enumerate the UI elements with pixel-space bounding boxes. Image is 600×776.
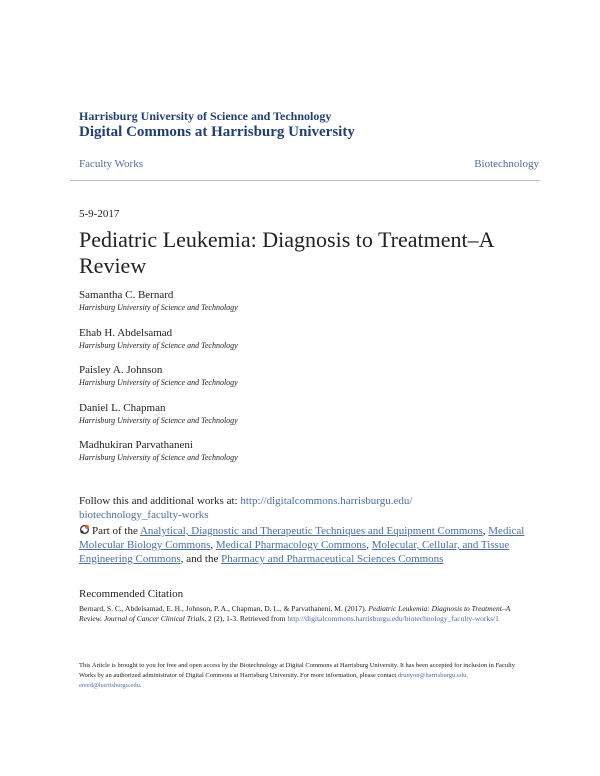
author-name: Madhukiran Parvathaneni [79, 439, 193, 451]
commons-link-molecular-biology[interactable]: Medical Molecular Biology Commons [79, 525, 525, 551]
author-name: Paisley A. Johnson [79, 364, 163, 376]
biotechnology-link[interactable]: Biotechnology [474, 158, 539, 170]
network-icon [79, 524, 90, 535]
author-entry [79, 289, 238, 327]
publication-date: 5-9-2017 [79, 208, 120, 220]
author-affiliation: Harrisburg University of Science and Technology [79, 453, 238, 462]
repository-name[interactable]: Digital Commons at Harrisburg University [79, 124, 355, 140]
contact-email-links[interactable]: drunyon@harrisburgu.edu, ereed@harrisburgu.edu [79, 672, 468, 689]
citation-heading: Recommended Citation [79, 588, 184, 600]
citation-title: Pediatric Leukemia: Diagnosis to Treatment–A Review. Journal of Cancer Clinical Trials [79, 604, 511, 623]
commons-link-tissue-engineering[interactable]: Molecular, Cellular, and Tissue Engineering Commons [79, 539, 510, 565]
institution-name[interactable]: Harrisburg University of Science and Technology [79, 109, 332, 123]
citation-url-link[interactable]: http://digitalcommons.harrisburgu.edu/biotechnology_faculty-works/1 [287, 614, 499, 623]
author-affiliation: Harrisburg University of Science and Technology [79, 340, 238, 350]
author-entry [79, 364, 238, 402]
footer-notice: This Article is brought to you for free and open access by the Biotechnology at Digital Commons at Harrisburg University. It has been accepted for inclusion in Faculty Works by an authorized administrator of Digital Commons at Harrisburg University. For more information, please contact drunyon@harrisburgu.edu, ereed@harrisburgu.edu. [79, 662, 515, 689]
author-name: Ehab H. Abdelsamad [79, 326, 173, 339]
commons-link-analytical[interactable]: Analytical, Diagnostic and Therapeutic Techniques and Equipment Commons [139, 525, 483, 537]
commons-link-pharmacy[interactable]: Pharmacy and Pharmaceutical Sciences Commons [221, 553, 444, 565]
author-name: Samantha C. Bernard [79, 289, 174, 301]
author-entry [79, 439, 238, 477]
faculty-works-link[interactable]: Faculty Works [79, 158, 143, 170]
author-entry [79, 327, 238, 365]
collection-url-link[interactable]: http://digitalcommons.harrisburgu.edu/ biotechnology_faculty-works [79, 495, 413, 521]
author-affiliation: Harrisburg University of Science and Technology [79, 378, 238, 387]
follow-works [79, 494, 529, 522]
follow-prefix: Follow this and additional works at: [79, 495, 241, 507]
citation-authors: Bernard, S. C., Abdelsamad, E. H., Johnson, P. A., Chapman, D. L., & Parvathaneni, M. (2017). [79, 604, 369, 613]
author-entry [79, 402, 238, 440]
header-divider [70, 180, 540, 181]
author-name: Daniel L. Chapman [79, 401, 166, 414]
commons-link-pharmacology[interactable]: Medical Pharmacology Commons [215, 539, 367, 551]
part-of-prefix: Part of the [92, 525, 140, 537]
author-affiliation: Harrisburg University of Science and Technology [79, 415, 238, 425]
author-list [79, 289, 238, 477]
part-of-commons: Part of the Analytical, Diagnostic and Therapeutic Techniques and Equipment Commons, Medical Molecular Biology Commons, Medical Pharmacology Commons, Molecular, Cellular, and Tissue Engineering Commons, and the Pharmacy and Pharmaceutical Sciences Commons [79, 525, 525, 565]
article-title: Pediatric Leukemia: Diagnosis to Treatment–A Review [79, 227, 494, 278]
citation-text [79, 604, 529, 624]
citation-details: , 2 (2), 1-3. Retrieved from [204, 614, 288, 623]
institution-header [79, 109, 355, 141]
footer-text: This Article is brought to you for free and open access by the Biotechnology at Digital Commons at Harrisburg University. It has been accepted for inclusion in Faculty Works by an authorized administrator of Digital Commons at Harrisburg University. For more information, please contact [79, 662, 515, 679]
author-affiliation: Harrisburg University of Science and Technology [79, 303, 238, 312]
